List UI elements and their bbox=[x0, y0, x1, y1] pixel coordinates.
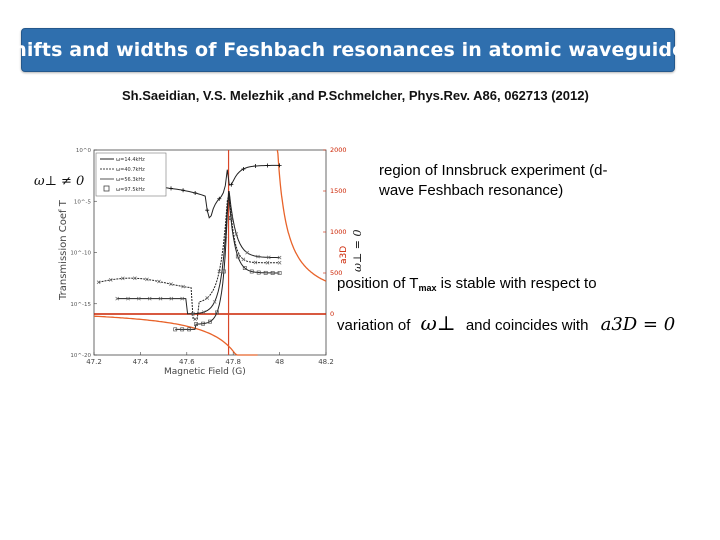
a3d-equation: a3D = 0 bbox=[600, 314, 676, 335]
tmax-subscript: max bbox=[418, 283, 437, 293]
y-axis-label: Transmission Coef T bbox=[58, 200, 69, 300]
y-tick-label: 10^-20 bbox=[70, 353, 91, 359]
x-tick-label: 47.8 bbox=[225, 358, 241, 366]
y-tick-label: 10^-10 bbox=[70, 250, 91, 257]
x-tick-label: 47.6 bbox=[179, 358, 195, 366]
position-note bbox=[337, 274, 597, 295]
y2-tick-label: 2000 bbox=[330, 146, 347, 154]
legend-label-1: ω=14.4kHz bbox=[116, 157, 145, 163]
y-tick-label: 10^-15 bbox=[70, 301, 91, 308]
x-tick-label: 48.2 bbox=[318, 358, 334, 366]
variation-middle: and coincides with bbox=[465, 317, 589, 334]
y2-tick-label: 0 bbox=[330, 310, 335, 318]
y2-axis-label: a3D bbox=[339, 245, 349, 264]
innsbruck-note: region of Innsbruck experiment (d-wave Feshbach resonance) bbox=[379, 162, 608, 199]
legend-label-2: ω=40.7kHz bbox=[116, 167, 145, 173]
x-axis-label: Magnetic Field (G) bbox=[164, 367, 246, 377]
slide-title: Shifts and widths of Feshbach resonances in atomic waveguides bbox=[0, 39, 697, 61]
x-tick-label: 48 bbox=[275, 358, 285, 366]
position-suffix: is stable with respect to bbox=[436, 275, 597, 292]
x-tick-label: 47.4 bbox=[132, 358, 149, 366]
y2-tick-label: 1000 bbox=[330, 228, 347, 236]
position-prefix: position of T bbox=[337, 275, 419, 292]
omega-perp-symbol: ω⊥ bbox=[420, 311, 456, 335]
transmission-chart bbox=[34, 140, 364, 377]
y2-tick-label: 1500 bbox=[330, 187, 347, 195]
variation-prefix: variation of bbox=[337, 317, 411, 334]
y-tick-label: 10^0 bbox=[75, 148, 91, 154]
citation: Sh.Saeidian, V.S. Melezhik ,and P.Schmelcher, Phys.Rev. A86, 062713 (2012) bbox=[122, 88, 589, 103]
x-tick-label: 47.2 bbox=[86, 358, 102, 366]
omega-nonzero-annotation: ω⊥ ≠ 0 bbox=[34, 174, 85, 189]
y2-tick-label: 500 bbox=[330, 269, 343, 277]
y-tick-label: 10^-5 bbox=[73, 199, 91, 206]
legend-label-3: ω=56.3kHz bbox=[116, 177, 145, 183]
title-banner bbox=[0, 28, 697, 72]
legend-label-4: ω=97.5kHz bbox=[116, 187, 145, 193]
omega-zero-annotation: ω⊥ = 0 bbox=[351, 229, 364, 272]
variation-note bbox=[337, 313, 675, 336]
